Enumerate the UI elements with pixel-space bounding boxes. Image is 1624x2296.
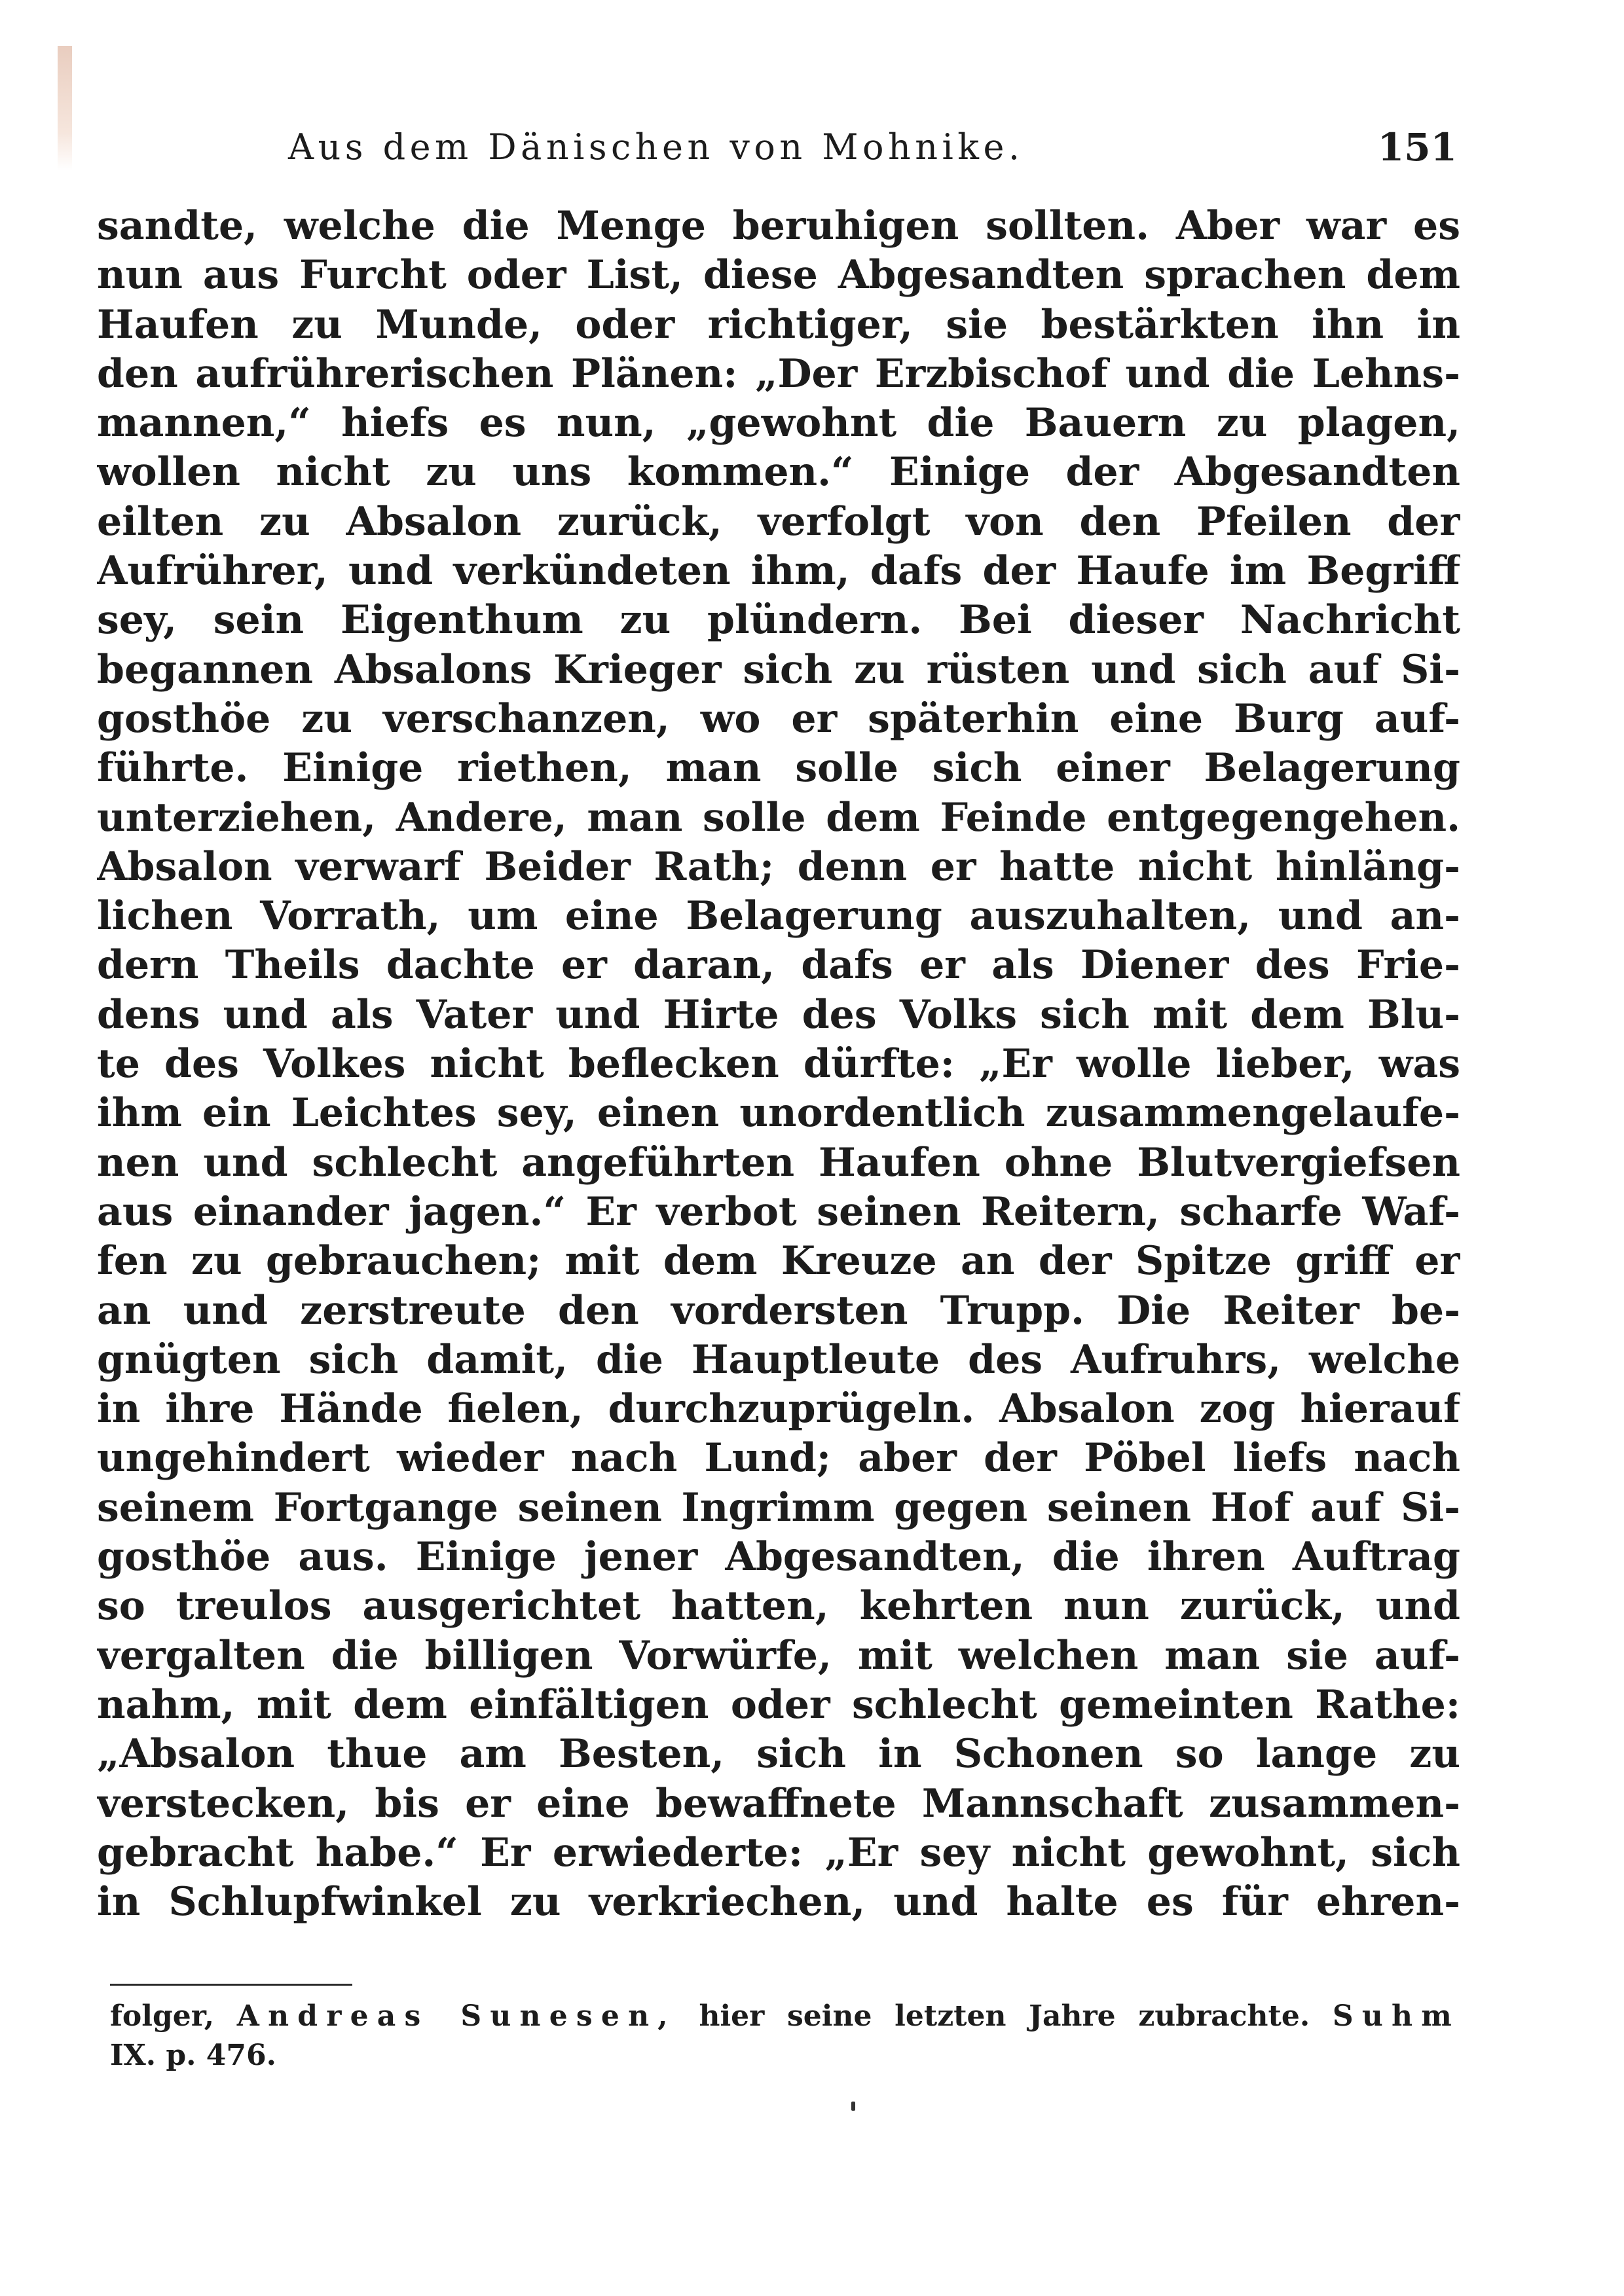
text-line: dern Theils dachte er daran, dafs er als Diener des Frie- [97, 942, 1460, 989]
running-title: Aus dem Dänischen von Mohnike. [288, 126, 1024, 168]
text-line: gosthöe zu verschanzen, wo er späterhin eine Burg auf- [97, 695, 1460, 742]
text-line: lichen Vorrath, um eine Belagerung auszuhalten, und an- [97, 893, 1460, 939]
text-line: den aufrührerischen Plänen: „Der Erzbischof und die Lehns- [97, 350, 1460, 397]
footnote-name: Andreas Sunesen, [236, 1999, 676, 2033]
footnote-rule [110, 1984, 352, 1986]
text-line: wollen nicht zu uns kommen.“ Einige der Abgesandten [97, 449, 1460, 496]
text-line: gosthöe aus. Einige jener Abgesandten, die ihren Auftrag [97, 1534, 1460, 1580]
text-line: nun aus Furcht oder List, diese Abgesandten sprachen dem [97, 252, 1460, 299]
text-line: verstecken, bis er eine bewaffnete Mannschaft zusammen- [97, 1780, 1460, 1827]
text-line: mannen,“ hiefs es nun, „gewohnt die Bauern zu plagen, [97, 400, 1460, 446]
page-edge-stain [58, 46, 72, 170]
text-line: sey, sein Eigenthum zu plündern. Bei dieser Nachricht [97, 597, 1460, 644]
text-line: te des Volkes nicht beflecken dürfte: „Er wolle lieber, was [97, 1041, 1460, 1087]
text-line: seinem Fortgange seinen Ingrimm gegen seinen Hof auf Si- [97, 1484, 1460, 1531]
text-line: an und zerstreute den vordersten Trupp. Die Reiter be- [97, 1287, 1460, 1334]
text-line: Absalon verwarf Beider Rath; denn er hatte nicht hinläng- [97, 843, 1460, 890]
footnote-text: folger, [110, 1999, 215, 2033]
ink-speck [851, 2102, 855, 2111]
footnote [110, 1997, 1460, 2075]
text-line: nahm, mit dem einfältigen oder schlecht gemeinten Rathe: [97, 1681, 1460, 1728]
text-line: vergalten die billigen Vorwürfe, mit welchen man sie auf- [97, 1632, 1460, 1679]
footnote-author: Suhm [1332, 1999, 1460, 2033]
text-line: dens und als Vater und Hirte des Volks sich mit dem Blu- [97, 991, 1460, 1038]
text-line: so treulos ausgerichtet hatten, kehrten nun zurück, und [97, 1583, 1460, 1630]
body-text [97, 202, 1460, 1927]
footnote-line [110, 1997, 1460, 2036]
text-line: begannen Absalons Krieger sich zu rüsten und sich auf Si- [97, 646, 1460, 693]
text-line: „Absalon thue am Besten, sich in Schonen so lange zu [97, 1731, 1460, 1777]
text-line: ungehindert wieder nach Lund; aber der Pöbel liefs nach [97, 1435, 1460, 1482]
text-line: Haufen zu Munde, oder richtiger, sie bestärkten ihn in [97, 301, 1460, 348]
text-line: gnügten sich damit, die Hauptleute des Aufruhrs, welche [97, 1336, 1460, 1383]
footnote-line: IX. p. 476. [110, 2039, 276, 2072]
text-line: sandte, welche die Menge beruhigen sollten. Aber war es [97, 203, 1460, 249]
footnote-text: hier seine letzten Jahre zubrachte. [699, 1999, 1310, 2033]
text-line: eilten zu Absalon zurück, verfolgt von den Pfeilen der [97, 498, 1460, 545]
text-line: nen und schlecht angeführten Haufen ohne Blutvergiefsen [97, 1139, 1460, 1186]
text-line: in ihre Hände fielen, durchzuprügeln. Absalon zog hierauf [97, 1386, 1460, 1432]
text-line: unterziehen, Andere, man solle dem Feinde entgegengehen. [97, 794, 1460, 841]
text-line: gebracht habe.“ Er erwiederte: „Er sey nicht gewohnt, sich [97, 1829, 1460, 1876]
text-line: führte. Einige riethen, man solle sich einer Belagerung [97, 745, 1460, 792]
text-line: ihm ein Leichtes sey, einen unordentlich zusammengelaufe- [97, 1090, 1460, 1137]
text-line: in Schlupfwinkel zu verkriechen, und halte es für ehren- [97, 1879, 1460, 1925]
text-line: Aufrührer, und verkündeten ihm, dafs der Haufe im Begriff [97, 548, 1460, 594]
text-line: fen zu gebrauchen; mit dem Kreuze an der Spitze griff er [97, 1238, 1460, 1285]
text-line: aus einander jagen.“ Er verbot seinen Reitern, scharfe Waf- [97, 1188, 1460, 1235]
page-number: 151 [1377, 125, 1457, 170]
